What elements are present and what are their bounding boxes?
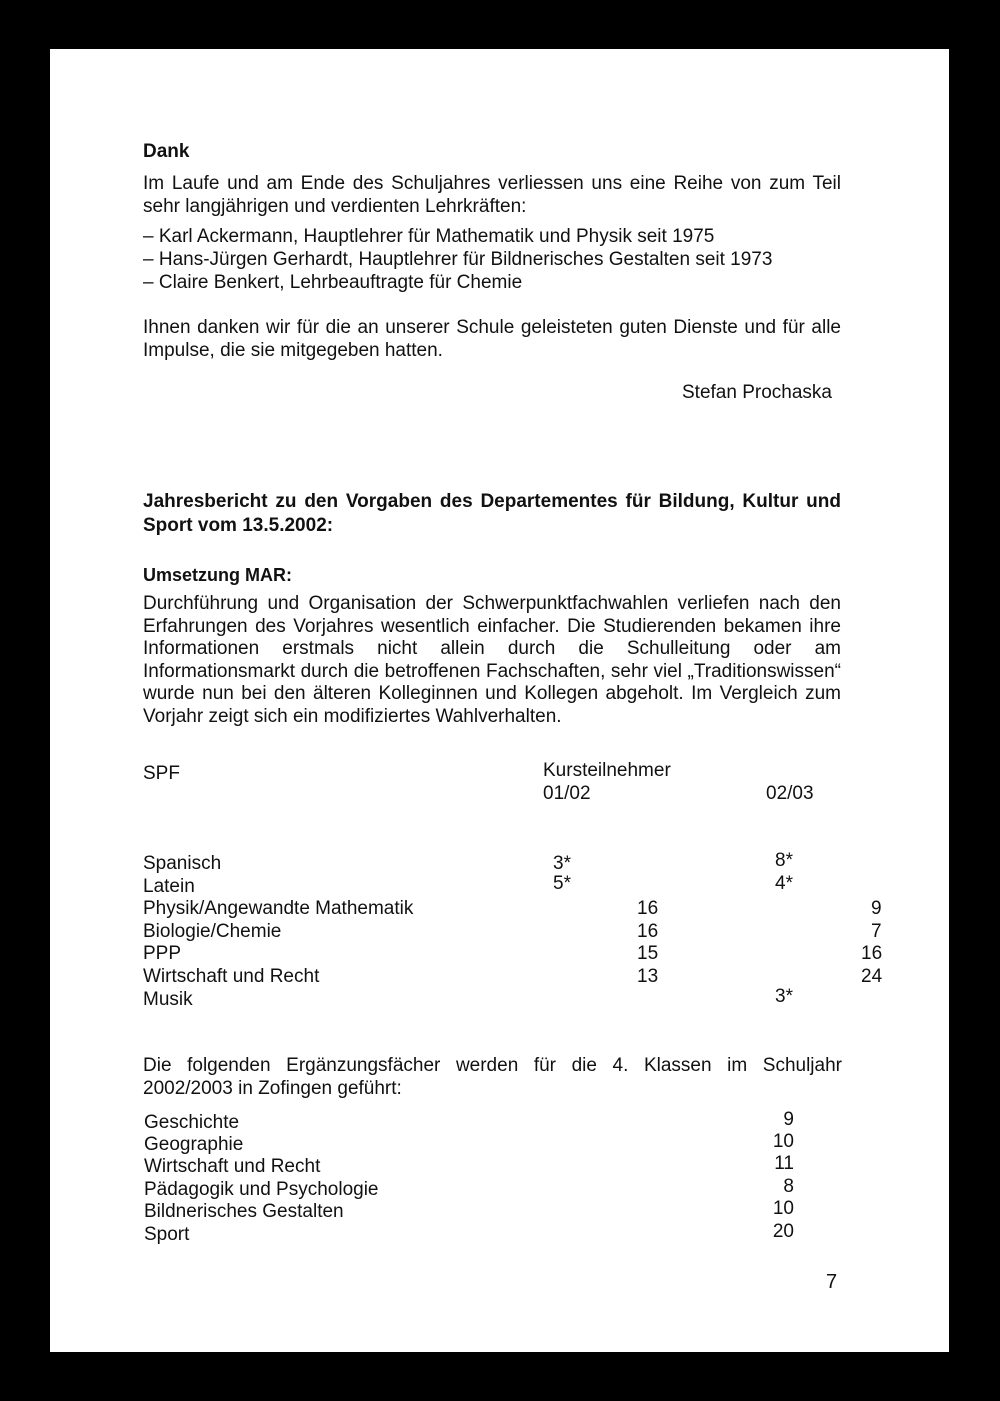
dank-intro: Im Laufe und am Ende des Schuljahres verliessen uns eine Reihe von zum Teil sehr langjährigen und verdienten Lehrkräften: xyxy=(143,173,841,217)
spf-value-0203: 4* xyxy=(775,873,793,894)
spf-row xyxy=(143,986,843,1011)
ergaenzung-row xyxy=(144,1109,804,1134)
spf-row xyxy=(143,921,882,943)
spf-value-0203: 8* xyxy=(775,850,793,871)
spf-col-0102: 01/02 xyxy=(543,783,591,804)
ergaenzung-row xyxy=(144,1153,804,1178)
spf-value-0102: 5* xyxy=(553,873,571,894)
ergaenzung-subject: Pädagogik und Psychologie xyxy=(144,1179,379,1200)
dank-thanks: Ihnen danken wir für die an unserer Schule geleisteten guten Dienste und für alle Impulse, die sie mitgegeben hatten. xyxy=(143,317,841,361)
dank-list-item: – Hans-Jürgen Gerhardt, Hauptlehrer für Bildnerisches Gestalten seit 1973 xyxy=(143,249,773,270)
ergaenzung-subject: Geschichte xyxy=(144,1112,240,1133)
spf-value-0203: 24 xyxy=(861,966,883,987)
spf-col-0203: 02/03 xyxy=(766,783,814,804)
spf-row xyxy=(143,943,883,965)
ergaenzung-row xyxy=(144,1131,804,1156)
ergaenzung-count: 9 xyxy=(783,1109,794,1130)
ergaenzung-intro: Die folgenden Ergänzungsfächer werden für die 4. Klassen im Schuljahr 2002/2003 in Zofingen geführt: xyxy=(143,1055,842,1099)
spf-value-0102: 16 xyxy=(637,921,659,942)
signature: Stefan Prochaska xyxy=(682,382,832,403)
spf-subject: PPP xyxy=(143,943,182,964)
ergaenzung-count: 10 xyxy=(772,1198,794,1219)
ergaenzung-subject: Wirtschaft und Recht xyxy=(144,1156,321,1177)
ergaenzung-subject: Bildnerisches Gestalten xyxy=(144,1201,344,1222)
ergaenzung-count: 11 xyxy=(774,1153,794,1174)
ergaenzung-subject: Sport xyxy=(144,1224,190,1245)
ergaenzung-row xyxy=(144,1198,804,1223)
spf-value-0203: 3* xyxy=(775,986,793,1007)
ergaenzung-count: 8 xyxy=(783,1176,794,1197)
document-page xyxy=(50,49,949,1352)
spf-value-0102: 3* xyxy=(553,853,571,874)
spf-subject: Spanisch xyxy=(143,853,222,874)
spf-subject: Musik xyxy=(143,989,193,1010)
report-subheading: Umsetzung MAR: xyxy=(143,565,292,585)
spf-subject: Wirtschaft und Recht xyxy=(143,966,320,987)
report-heading: Jahresbericht zu den Vorgaben des Departementes für Bildung, Kultur und Sport vom 13.5.2002: xyxy=(143,491,841,536)
spf-value-0203: 7 xyxy=(871,921,882,942)
spf-subject: Latein xyxy=(143,876,195,897)
report-paragraph: Durchführung und Organisation der Schwerpunktfachwahlen verliefen nach den Erfahrungen des Vorjahres wesentlich einfacher. Die Studierenden bekamen ihre Informationen erstmals nicht allein durch die Schulleitung oder am Informationsmarkt durch die betroffenen Fachschaften, sehr viel „Traditionswissen“ wurde nun bei den älteren Kolleginnen und Kollegen abgeholt. Im Vergleich zum Vorjahr zeigt sich ein modifiziertes Wahlverhalten. xyxy=(143,593,841,727)
spf-row xyxy=(143,850,843,875)
dank-heading: Dank xyxy=(143,141,190,162)
spf-value-0102: 15 xyxy=(637,943,659,964)
dank-list-item: – Claire Benkert, Lehrbeauftragte für Chemie xyxy=(143,272,523,293)
spf-col-label: SPF xyxy=(143,763,180,784)
spf-value-0102: 16 xyxy=(637,898,659,919)
spf-subject: Physik/Angewandte Mathematik xyxy=(143,898,414,919)
ergaenzung-count: 10 xyxy=(772,1131,794,1152)
spf-row xyxy=(143,898,882,920)
spf-value-0203: 16 xyxy=(861,943,883,964)
spf-row xyxy=(143,966,883,988)
ergaenzung-count: 20 xyxy=(772,1221,794,1242)
dank-list-item: – Karl Ackermann, Hauptlehrer für Mathematik und Physik seit 1975 xyxy=(143,226,715,247)
spf-subject: Biologie/Chemie xyxy=(143,921,282,942)
spf-value-0102: 13 xyxy=(637,966,659,987)
ergaenzung-row xyxy=(144,1176,804,1201)
spf-value-0203: 9 xyxy=(871,898,882,919)
ergaenzung-row xyxy=(144,1221,804,1246)
spf-row xyxy=(143,873,843,898)
spf-group-label: Kursteilnehmer xyxy=(543,760,671,781)
page-number: 7 xyxy=(826,1271,838,1293)
ergaenzung-subject: Geographie xyxy=(144,1134,244,1155)
